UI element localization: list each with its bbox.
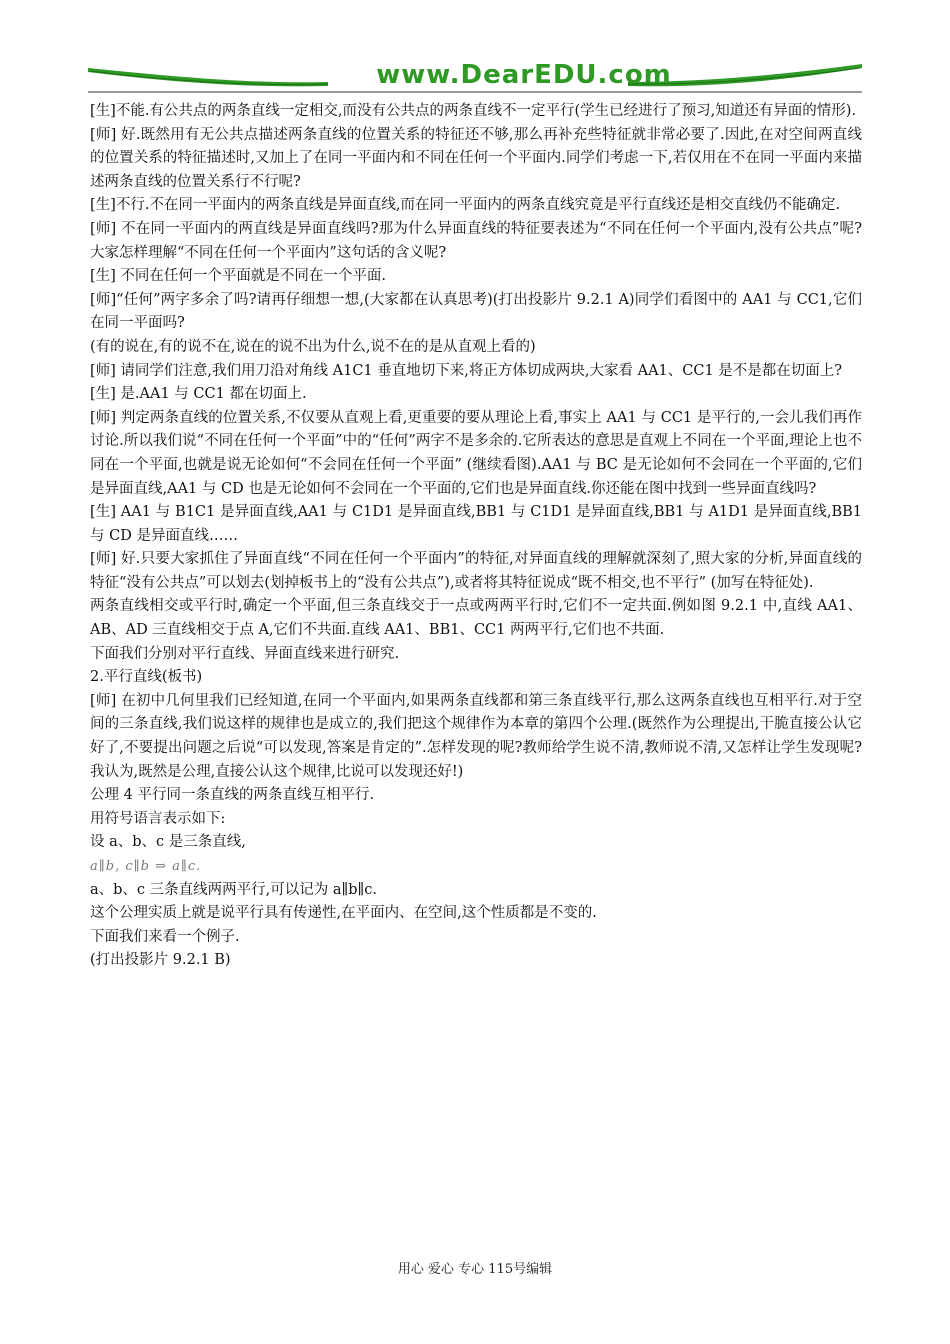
paragraph: [师] 好.只要大家抓住了异面直线“不同在任何一个平面内”的特征,对异面直线的理解就深刻了,照大家的分析,异面直线的特征“没有公共点”可以划去(划掉板书上的“没有公共点”),或者将其特征说成“既不相交,也不平行” (加写在特征处).: [90, 551, 862, 591]
paragraph: [生]不行.不在同一平面内的两条直线是异面直线,而在同一平面内的两条直线究竟是平行直线还是相交直线仍不能确定.: [90, 197, 841, 214]
axiom-statement: 公理 4 平行同一条直线的两条直线互相平行.: [90, 787, 375, 804]
paragraph: [师] 请同学们注意,我们用刀沿对角线 A1C1 垂直地切下来,将正方体切成两块,大家看 AA1、CC1 是不是都在切面上?: [90, 362, 843, 379]
paragraph: [生] 是.AA1 与 CC1 都在切面上.: [90, 386, 307, 403]
paragraph: [师] 判定两条直线的位置关系,不仅要从直观上看,更重要的要从理论上看,事实上 AA1 与 CC1 是平行的,一会儿我们再作讨论.所以我们说“不同在任何一个平面”中的“任何”两字不是多余的.它所表达的意思是直观上不同在一个平面,理论上也不同在一个平面,也就是说无论如何“不会同在任何一个平面” (继续看图).AA1 与 BC 是无论如何不会同在一个平面的,它们是异面直线,AA1 与 CD 也是无论如何不会同在一个平面的,它们也是异面直线.你还能在图中找到一些异面直线吗?: [90, 409, 862, 497]
paragraph: 用符号语言表示如下:: [90, 810, 226, 827]
paragraph: [师] 好.既然用有无公共点描述两条直线的位置关系的特征还不够,那么再补充些特征就非常必要了.因此,在对空间两直线的位置关系的特征描述时,又加上了在同一平面内和不同在任何一个平面内.同学们考虑一下,若仅用在不在同一平面内来描述两条直线的位置关系行不行呢?: [90, 126, 862, 190]
page-footer: 用心 爱心 专心 115号编辑: [397, 1262, 553, 1277]
paragraph: 这个公理实质上就是说平行具有传递性,在平面内、在空间,这个性质都是不变的.: [90, 905, 597, 922]
paragraph: 下面我们来看一个例子.: [90, 928, 240, 945]
paragraph: [师] 不在同一平面内的两直线是异面直线吗?那为什么异面直线的特征要表述为“不同在任何一个平面内,没有公共点”呢?大家怎样理解“不同在任何一个平面内”这句话的含义呢?: [90, 220, 862, 261]
paragraph: 两条直线相交或平行时,确定一个平面,但三条直线交于一点或两两平行时,它们不一定共面.例如图 9.2.1 中,直线 AA1、AB、AD 三直线相交于点 A,它们不共面.直线 AA1、BB1、CC1 两两平行,它们也不共面.: [90, 598, 862, 639]
paragraph: [生]不能.有公共点的两条直线一定相交,而没有公共点的两条直线不一定平行(学生已经进行了预习,知道还有异面的情形).: [90, 103, 857, 119]
site-logo-text: www.DearEDU.com: [376, 60, 672, 90]
paragraph: (打出投影片 9.2.1 B): [90, 952, 231, 969]
section-heading: 2.平行直线(板书): [90, 669, 203, 686]
paragraph: [生] 不同在任何一个平面就是不同在一个平面.: [90, 268, 387, 285]
paragraph: [师] 在初中几何里我们已经知道,在同一个平面内,如果两条直线都和第三条直线平行,那么这两条直线也互相平行.对于空间的三条直线,我们说这样的规律也是成立的,我们把这个规律作为本章的第四个公理.(既然作为公理提出,干脆直接公认它好了,不要提出问题之后说“可以发现,答案是肯定的”.怎样发现的呢?教师给学生说不清,教师说不清,又怎样让学生发现呢?我认为,既然是公理,直接公认这个规律,比说可以发现还好!): [90, 692, 862, 780]
paragraph: 下面我们分别对平行直线、异面直线来进行研究.: [90, 645, 400, 662]
formula-image: a∥b, c∥b ⇒ a∥c.: [90, 859, 202, 874]
header-banner: [88, 58, 862, 94]
paragraph: (有的说在,有的说不在,说在的说不出为什么,说不在的是从直观上看的): [90, 338, 536, 355]
paragraph: [师]“任何”两字多余了吗?请再仔细想一想,(大家都在认真思考)(打出投影片 9.2.1 A)同学们看图中的 AA1 与 CC1,它们在同一平面吗?: [90, 291, 862, 332]
paragraph: 设 a、b、c 是三条直线,: [90, 834, 246, 851]
paragraph: [生] AA1 与 B1C1 是异面直线,AA1 与 C1D1 是异面直线,BB1 与 C1D1 是异面直线,BB1 与 A1D1 是异面直线,BB1 与 CD 是异面直线……: [90, 504, 862, 544]
document-body: [90, 100, 862, 973]
paragraph: a、b、c 三条直线两两平行,可以记为 a∥b∥c.: [90, 881, 377, 898]
